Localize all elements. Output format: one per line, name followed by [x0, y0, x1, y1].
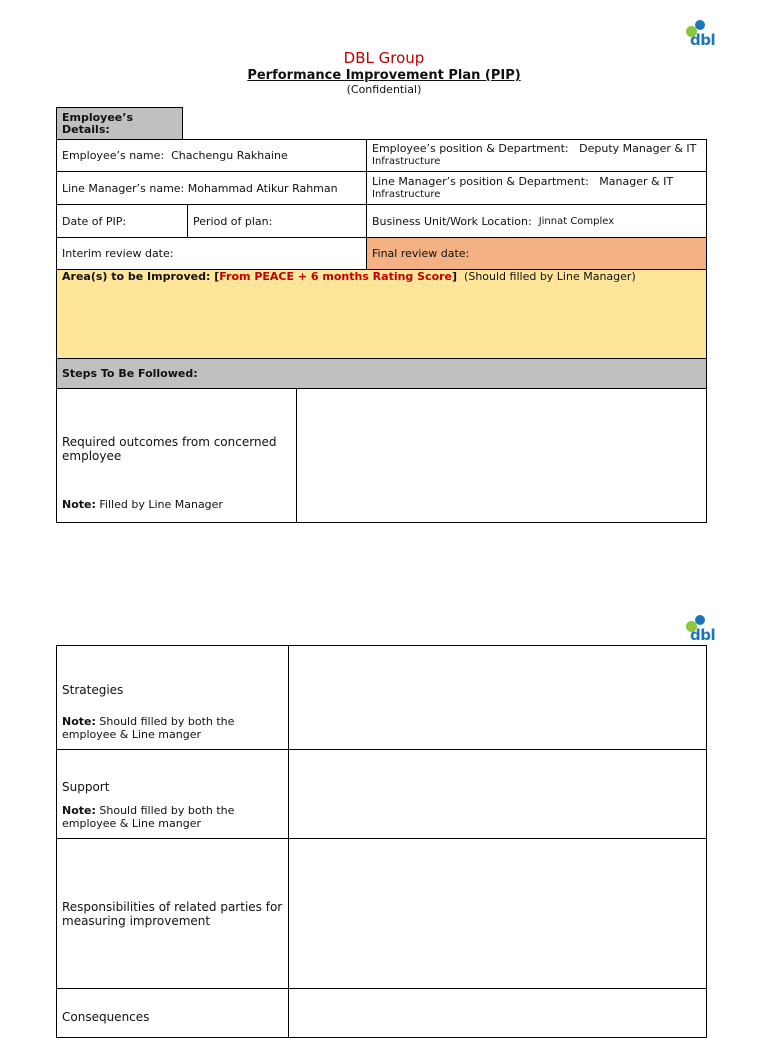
consequences-label: Consequences: [62, 1010, 150, 1024]
page-title: Performance Improvement Plan (PIP): [247, 68, 521, 83]
areas-close: ]: [452, 270, 458, 283]
areas-to-improve: [56, 269, 707, 359]
manager-position-value: Manager & IT: [599, 175, 674, 188]
interim-review-cell: [56, 237, 367, 270]
support-note-bold: Note:: [62, 804, 96, 817]
logo-text: dbl: [690, 626, 716, 644]
location-cell: [366, 204, 707, 238]
section-employee-details: [56, 107, 183, 140]
support-cell: [56, 749, 289, 839]
company-name: DBL Group: [343, 49, 425, 67]
support-label: Support: [62, 780, 110, 794]
steps-header: [56, 358, 707, 389]
dbl-logo: [686, 20, 716, 48]
consequences-cell: [56, 988, 289, 1038]
final-review-label: Final review date:: [372, 247, 470, 260]
manager-position-value-2: Infrastructure: [372, 189, 441, 200]
strategies-note-bold: Note:: [62, 715, 96, 728]
employee-position-value-2: Infrastructure: [372, 156, 441, 167]
manager-name-value: Mohammad Atikur Rahman: [187, 181, 338, 195]
employee-name-cell: [56, 139, 367, 172]
responsibilities-cell: [56, 838, 289, 989]
support-input[interactable]: [288, 749, 707, 839]
strategies-label: Strategies: [62, 683, 124, 697]
employee-position-cell: [366, 139, 707, 172]
date-of-pip-cell: [56, 204, 188, 238]
employee-name-label: Employee’s name:: [62, 149, 165, 162]
required-outcomes-input[interactable]: [296, 388, 707, 523]
areas-label: Area(s) to be Improved: [: [62, 270, 220, 283]
page-subtitle: (Confidential): [346, 83, 422, 96]
employee-name-value: Chachengu Rakhaine: [171, 149, 288, 162]
strategies-cell: [56, 645, 289, 750]
consequences-input[interactable]: [288, 988, 707, 1038]
employee-position-label: Employee’s position & Department:: [372, 142, 569, 155]
period-of-plan-cell: [187, 204, 367, 238]
manager-name-cell: [56, 171, 367, 205]
required-outcomes-note-bold: Note:: [62, 498, 96, 511]
employee-position-value: Deputy Manager & IT: [579, 142, 697, 155]
support-note: Should filled by both the employee & Line manger: [62, 804, 235, 830]
areas-highlight: From PEACE + 6 months Rating Score: [219, 270, 453, 283]
responsibilities-input[interactable]: [288, 838, 707, 989]
areas-hint: (Should filled by Line Manager): [464, 270, 636, 283]
section-employee-details-label: Employee’s Details:: [62, 110, 133, 136]
steps-label: Steps To Be Followed:: [62, 367, 198, 380]
dbl-logo-page2: [686, 615, 716, 643]
manager-position-cell: [366, 171, 707, 205]
logo-blue-dot-icon: [695, 20, 705, 30]
location-value: Jinnat Complex: [538, 215, 615, 227]
logo-text: dbl: [690, 31, 716, 49]
final-review-cell: [366, 237, 707, 270]
manager-name-label: Line Manager’s name:: [62, 181, 185, 195]
strategies-input[interactable]: [288, 645, 707, 750]
required-outcomes-note: Filled by Line Manager: [99, 498, 223, 511]
date-of-pip-label: Date of PIP:: [62, 214, 127, 228]
period-of-plan-label: Period of plan:: [193, 214, 273, 228]
responsibilities-label: Responsibilities of related parties for measuring improvement: [62, 899, 283, 928]
location-label: Business Unit/Work Location:: [372, 214, 532, 228]
logo-blue-dot-icon: [695, 615, 705, 625]
strategies-note: Should filled by both the employee & Line manger: [62, 715, 235, 741]
required-outcomes-cell: [56, 388, 297, 523]
manager-position-label: Line Manager’s position & Department:: [372, 175, 589, 188]
required-outcomes-label: Required outcomes from concerned employee: [62, 435, 277, 463]
interim-review-label: Interim review date:: [62, 247, 174, 260]
